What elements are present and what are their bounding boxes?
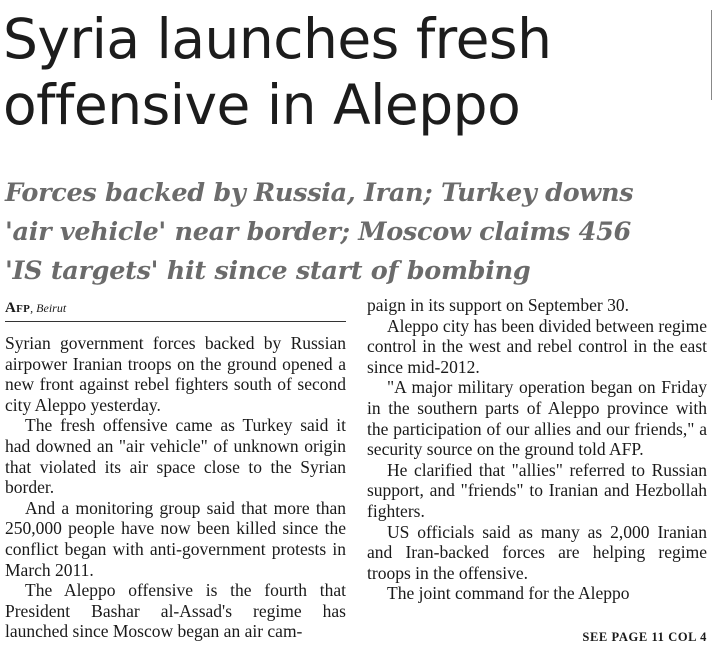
subheadline (5, 174, 705, 291)
page-edge-divider (711, 10, 716, 100)
paragraph: paign in its support on September 30. (367, 295, 629, 315)
paragraph: The joint command for the Aleppo (387, 583, 630, 604)
byline-location: Beirut (36, 301, 67, 316)
subheadline-line-1: Forces backed by Russia, Iran; Turkey downs (5, 178, 634, 208)
continuation-jump-line: SEE PAGE 11 COL 4 (582, 630, 707, 644)
article-column-1 (5, 294, 346, 642)
subheadline-line-2: 'air vehicle' near border; Moscow claims 456 (5, 217, 631, 247)
paragraph: The Aleppo offensive is the fourth that President Bashar al-Assad's regime has launched since Moscow began an air cam- (5, 580, 346, 642)
headline-line-1: Syria launches fresh (3, 7, 552, 71)
byline (5, 294, 346, 322)
paragraph: He clarified that "allies" referred to Russian support, and "friends" to Iranian and Hezbollah fighters. (367, 459, 707, 521)
paragraph: And a monitoring group said that more than 250,000 people have now been killed since the conflict began with anti-government protests in March 2011. (5, 497, 346, 580)
byline-agency: Afp (5, 300, 31, 317)
paragraph: "A major military operation began on Friday in the southern parts of Aleppo province with the participation of our allies and our friends," a security source on the ground told AFP. (367, 377, 707, 460)
paragraph: Syrian government forces backed by Russian airpower Iranian troops on the ground opened a new front against rebel fighters south of second city Aleppo yesterday. (5, 333, 346, 415)
byline-location-sep: , (30, 301, 37, 316)
article-column-2 (367, 295, 707, 604)
subheadline-line-3: 'IS targets' hit since start of bombing (5, 256, 531, 286)
paragraph: US officials said as many as 2,000 Iranian and Iran-backed forces are helping regime troops in the offensive. (367, 521, 707, 583)
paragraph: Aleppo city has been divided between regime control in the west and rebel control in the east since mid-2012. (367, 315, 707, 377)
paragraph: The fresh offensive came as Turkey said it had downed an "air vehicle" of unknown origin that violated its air space close to the Syrian border. (5, 415, 346, 498)
headline-line-2: offensive in Aleppo (3, 73, 521, 137)
headline (3, 6, 703, 138)
